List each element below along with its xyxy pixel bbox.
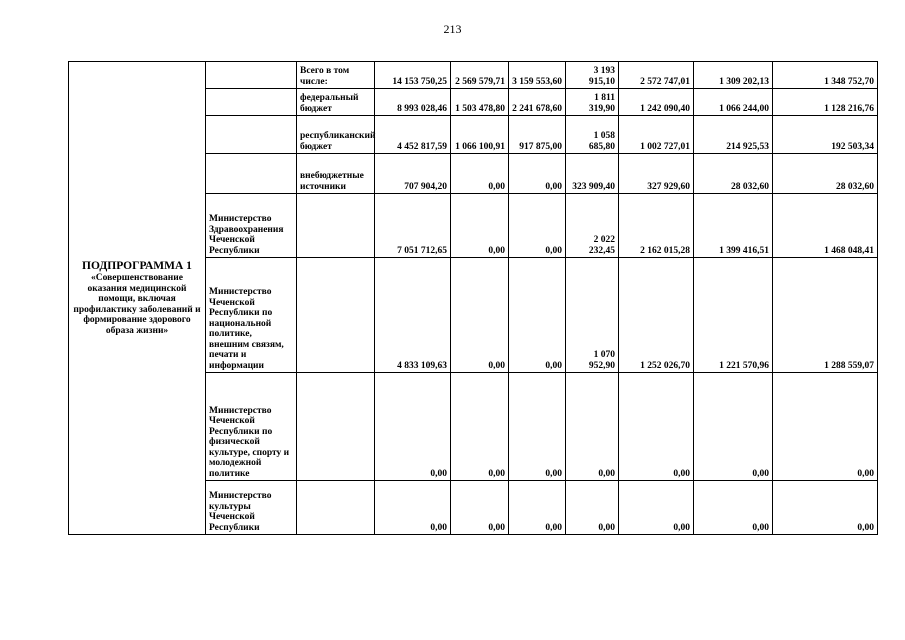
value-cell: 0,00	[375, 481, 451, 535]
value-cell: 0,00	[509, 258, 566, 373]
value-cell: 3 193 915,10	[566, 62, 619, 89]
value-cell: 2 572 747,01	[619, 62, 694, 89]
program-cell	[69, 62, 206, 535]
value-cell: 1 399 416,51	[694, 194, 773, 258]
value-cell: 2 241 678,60	[509, 89, 566, 116]
value-cell: 0,00	[773, 481, 878, 535]
value-cell: 1 309 202,13	[694, 62, 773, 89]
value-cell: 2 569 579,71	[451, 62, 509, 89]
value-cell: 1 252 026,70	[619, 258, 694, 373]
executor-cell: Министерство Чеченской Республики по физической культуре, спорту и молодежной политике	[206, 373, 297, 481]
source-cell	[297, 481, 375, 535]
budget-table	[68, 61, 878, 535]
value-cell: 1 288 559,07	[773, 258, 878, 373]
value-cell: 7 051 712,65	[375, 194, 451, 258]
table-row	[69, 62, 878, 89]
executor-cell	[206, 89, 297, 116]
source-cell	[297, 373, 375, 481]
value-cell: 0,00	[509, 373, 566, 481]
value-cell: 1 468 048,41	[773, 194, 878, 258]
value-cell: 1 066 100,91	[451, 116, 509, 154]
value-cell: 0,00	[509, 194, 566, 258]
source-cell: республиканский бюджет	[297, 116, 375, 154]
value-cell: 3 159 553,60	[509, 62, 566, 89]
value-cell: 4 833 109,63	[375, 258, 451, 373]
value-cell: 28 032,60	[694, 154, 773, 194]
value-cell: 1 221 570,96	[694, 258, 773, 373]
value-cell: 0,00	[509, 154, 566, 194]
value-cell: 0,00	[451, 481, 509, 535]
program-title: ПОДПРОГРАММА 1	[82, 260, 192, 272]
value-cell: 0,00	[773, 373, 878, 481]
value-cell: 1 058 685,80	[566, 116, 619, 154]
source-cell	[297, 194, 375, 258]
value-cell: 1 066 244,00	[694, 89, 773, 116]
source-cell: федеральный бюджет	[297, 89, 375, 116]
value-cell: 1 128 216,76	[773, 89, 878, 116]
value-cell: 192 503,34	[773, 116, 878, 154]
value-cell: 0,00	[694, 373, 773, 481]
value-cell: 0,00	[509, 481, 566, 535]
value-cell: 0,00	[375, 373, 451, 481]
value-cell: 917 875,00	[509, 116, 566, 154]
value-cell: 4 452 817,59	[375, 116, 451, 154]
value-cell: 0,00	[566, 373, 619, 481]
value-cell: 1 811 319,90	[566, 89, 619, 116]
value-cell: 1 070 952,90	[566, 258, 619, 373]
page-number: 213	[443, 22, 462, 36]
value-cell: 0,00	[694, 481, 773, 535]
value-cell: 0,00	[619, 481, 694, 535]
executor-cell	[206, 154, 297, 194]
executor-cell: Министерство культуры Чеченской Республики	[206, 481, 297, 535]
value-cell: 1 348 752,70	[773, 62, 878, 89]
value-cell: 2 022 232,45	[566, 194, 619, 258]
value-cell: 2 162 015,28	[619, 194, 694, 258]
executor-cell: Министерство Чеченской Республики по национальной политике, внешним связям, печати и информации	[206, 258, 297, 373]
source-cell: внебюджетные источники	[297, 154, 375, 194]
value-cell: 14 153 750,25	[375, 62, 451, 89]
executor-cell	[206, 62, 297, 89]
source-cell	[297, 258, 375, 373]
value-cell: 0,00	[451, 258, 509, 373]
value-cell: 0,00	[451, 194, 509, 258]
value-cell: 28 032,60	[773, 154, 878, 194]
value-cell: 8 993 028,46	[375, 89, 451, 116]
value-cell: 0,00	[619, 373, 694, 481]
value-cell: 0,00	[566, 481, 619, 535]
value-cell: 1 242 090,40	[619, 89, 694, 116]
value-cell: 707 904,20	[375, 154, 451, 194]
executor-cell	[206, 116, 297, 154]
value-cell: 1 503 478,80	[451, 89, 509, 116]
value-cell: 1 002 727,01	[619, 116, 694, 154]
program-description: «Совершенствование оказания медицинской помощи, включая профилактику заболеваний и формирование здорового образа жизни»	[73, 273, 201, 336]
value-cell: 0,00	[451, 154, 509, 194]
value-cell: 323 909,40	[566, 154, 619, 194]
value-cell: 327 929,60	[619, 154, 694, 194]
source-cell: Всего в том числе:	[297, 62, 375, 89]
value-cell: 214 925,53	[694, 116, 773, 154]
executor-cell: Министерство Здравоохранения Чеченской Республики	[206, 194, 297, 258]
value-cell: 0,00	[451, 373, 509, 481]
